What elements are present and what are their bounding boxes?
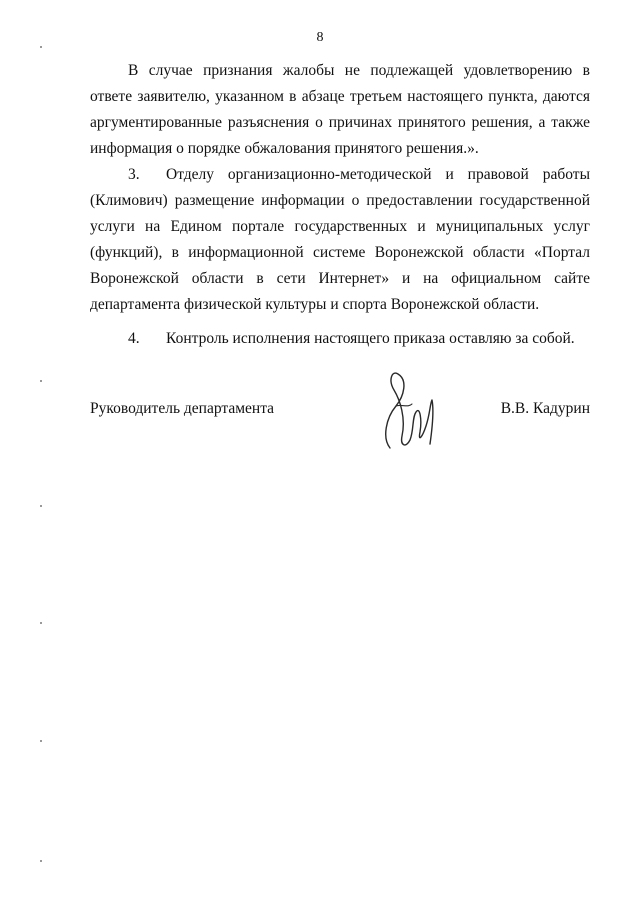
scan-mark: [40, 46, 42, 48]
document-body: [90, 58, 590, 352]
scan-mark: [40, 505, 42, 507]
signature-block: [90, 400, 590, 450]
item-text-4: Контроль исполнения настоящего приказа оставляю за собой.: [166, 330, 575, 347]
paragraph-complaint-rejection: В случае признания жалобы не подлежащей удовлетворению в ответе заявителю, указанном в абзаце третьем настоящего пункта, даются аргументированные разъяснения о причинах принятого решения, а также информация о порядке обжалования принятого решения.».: [90, 62, 590, 157]
signatory-title: Руководитель департамента: [90, 400, 275, 417]
paragraph-item-4: [90, 326, 590, 352]
item-text-3: Отделу организационно-методической и правовой работы (Климович) размещение информации о предоставлении государственной услуги на Едином портале государственных и муниципальных услуг (функций), в информационной системе Воронежской области «Портал Воронежской области в сети Интернет» и на официальном сайте департамента физической культуры и спорта Воронежской области.: [90, 166, 590, 313]
item-number-3: 3.: [128, 166, 140, 183]
scan-mark: [40, 622, 42, 624]
scan-mark: [40, 860, 42, 862]
scan-mark: [40, 740, 42, 742]
item-number-4: 4.: [128, 330, 140, 347]
page-number: 8: [316, 30, 324, 45]
paragraph-item-3: [90, 162, 590, 318]
signatory-name: В.В. Кадурин: [500, 400, 590, 417]
handwritten-signature: [368, 360, 448, 460]
scan-mark: [40, 380, 42, 382]
